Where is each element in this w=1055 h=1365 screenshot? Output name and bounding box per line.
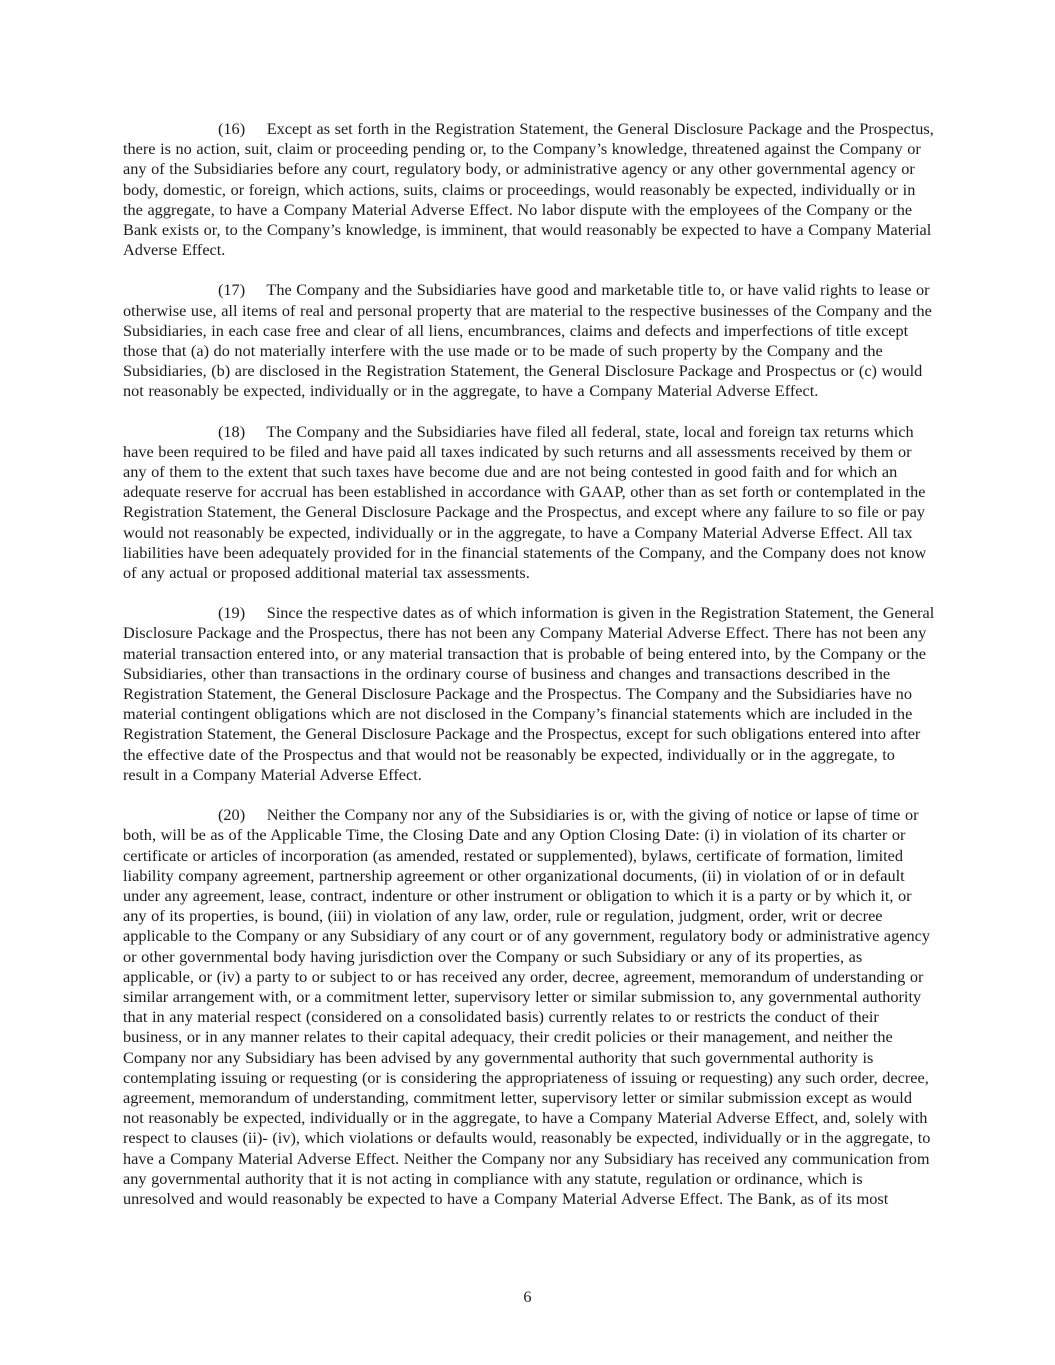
page-number: 6	[523, 1287, 532, 1306]
paragraph-16	[123, 119, 935, 260]
paragraph-20-number: (20)	[218, 805, 246, 825]
paragraph-18-number: (18)	[218, 421, 246, 441]
paragraph-17-text: The Company and the Subsidiaries have good and marketable title to, or have valid rights to lease or otherwise use, all items of real and personal property that are material to the respective businesses of the Company and the Subsidiaries, in each case free and clear of all liens, encumbrances, claims and defects and imperfections of title except those that (a) do not materially interfere with the use made or to be made of such property by the Company and the Subsidiaries, (b) are disclosed in the Registration Statement, the General Disclosure Package and Prospectus or (c) would not reasonably be expected, individually or in the aggregate, to have a Company Material Adverse Effect.	[123, 280, 932, 401]
paragraph-20-text: Neither the Company nor any of the Subsidiaries is or, with the giving of notice or lapse of time or both, will be as of the Applicable Time, the Closing Date and any Option Closing Date: (i) in violation of its charter or certificate or articles of incorporation (as amended, restated or supplemented), bylaws, certificate of formation, limited liability company agreement, partnership agreement or other organizational documents, (ii) in violation of or in default under any agreement, lease, contract, indenture or other instrument or obligation to which it is a party or by which it, or any of its properties, is bound, (iii) in violation of any law, order, rule or regulation, judgment, order, writ or decree applicable to the Company or any Subsidiary of any court or of any government, regulatory body or administrative agency or other governmental body having jurisdiction over the Company or such Subsidiary or any of its properties, as applicable, or (iv) a party to or subject to or has received any order, decree, agreement, memorandum of understanding or similar arrangement with, or a commitment letter, supervisory letter or similar submission to, any governmental authority that in any material respect (considered on a consolidated basis) currently relates to or restricts the conduct of their business, or in any manner relates to their capital adequacy, their credit policies or their management, and neither the Company nor any Subsidiary has been advised by any governmental authority that such governmental authority is contemplating issuing or requesting (or is considering the appropriateness of issuing or requesting) any such order, decree, agreement, memorandum of understanding, commitment letter, supervisory letter or similar submission except as would not reasonably be expected, individually or in the aggregate, to have a Company Material Adverse Effect, and, solely with respect to clauses (ii)- (iv), which violations or defaults would, reasonably be expected, individually or in the aggregate, to have a Company Material Adverse Effect. Neither the Company nor any Subsidiary has received any communication from any governmental authority that it is not acting in compliance with any statute, regulation or ordinance, which is unresolved and would reasonably be expected to have a Company Material Adverse Effect. The Bank, as of its most	[123, 805, 931, 1208]
paragraph-16-number: (16)	[218, 119, 246, 138]
paragraph-17	[123, 280, 935, 401]
paragraph-16-text: Except as set forth in the Registration Statement, the General Disclosure Package and the Prospectus, there is no action, suit, claim or proceeding pending or, to the Company’s knowledge, threatened against the Company or any of the Subsidiaries before any court, regulatory body, or administrative agency or any other governmental agency or body, domestic, or foreign, which actions, suits, claims or proceedings, would reasonably be expected, individually or in the aggregate, to have a Company Material Adverse Effect. No labor dispute with the employees of the Company or the Bank exists or, to the Company’s knowledge, is imminent, that would reasonably be expected to have a Company Material Adverse Effect.	[123, 119, 934, 260]
paragraph-19-text: Since the respective dates as of which information is given in the Registration Statement, the General Disclosure Package and the Prospectus, there has not been any Company Material Adverse Effect. There has not been any material transaction entered into, or any material transaction that is probable of being entered into, by the Company or the Subsidiaries, other than transactions in the ordinary course of business and changes and transactions described in the Registration Statement, the General Disclosure Package and the Prospectus. The Company and the Subsidiaries have no material contingent obligations which are not disclosed in the Company’s financial statements which are included in the Registration Statement, the General Disclosure Package and the Prospectus, except for such obligations entered into after the effective date of the Prospectus and that would not be reasonably be expected, individually or in the aggregate, to result in a Company Material Adverse Effect.	[123, 603, 935, 784]
paragraph-18	[123, 422, 935, 584]
paragraph-19-number: (19)	[218, 603, 246, 623]
document-body	[123, 119, 935, 1229]
paragraph-20	[123, 805, 935, 1209]
paragraph-19	[123, 603, 935, 785]
paragraph-17-number: (17)	[218, 280, 246, 300]
paragraph-18-text: The Company and the Subsidiaries have filed all federal, state, local and foreign tax returns which have been required to be filed and have paid all taxes indicated by such returns and all assessments received by them or any of them to the extent that such taxes have become due and are not being contested in good faith and for which an adequate reserve for accrual has been established in accordance with GAAP, other than as set forth or contemplated in the Registration Statement, the General Disclosure Package and the Prospectus, and except where any failure to so file or pay would not reasonably be expected, individually or in the aggregate, to have a Company Material Adverse Effect. All tax liabilities have been adequately provided for in the financial statements of the Company, and the Company does not know of any actual or proposed additional material tax assessments.	[123, 421, 927, 583]
